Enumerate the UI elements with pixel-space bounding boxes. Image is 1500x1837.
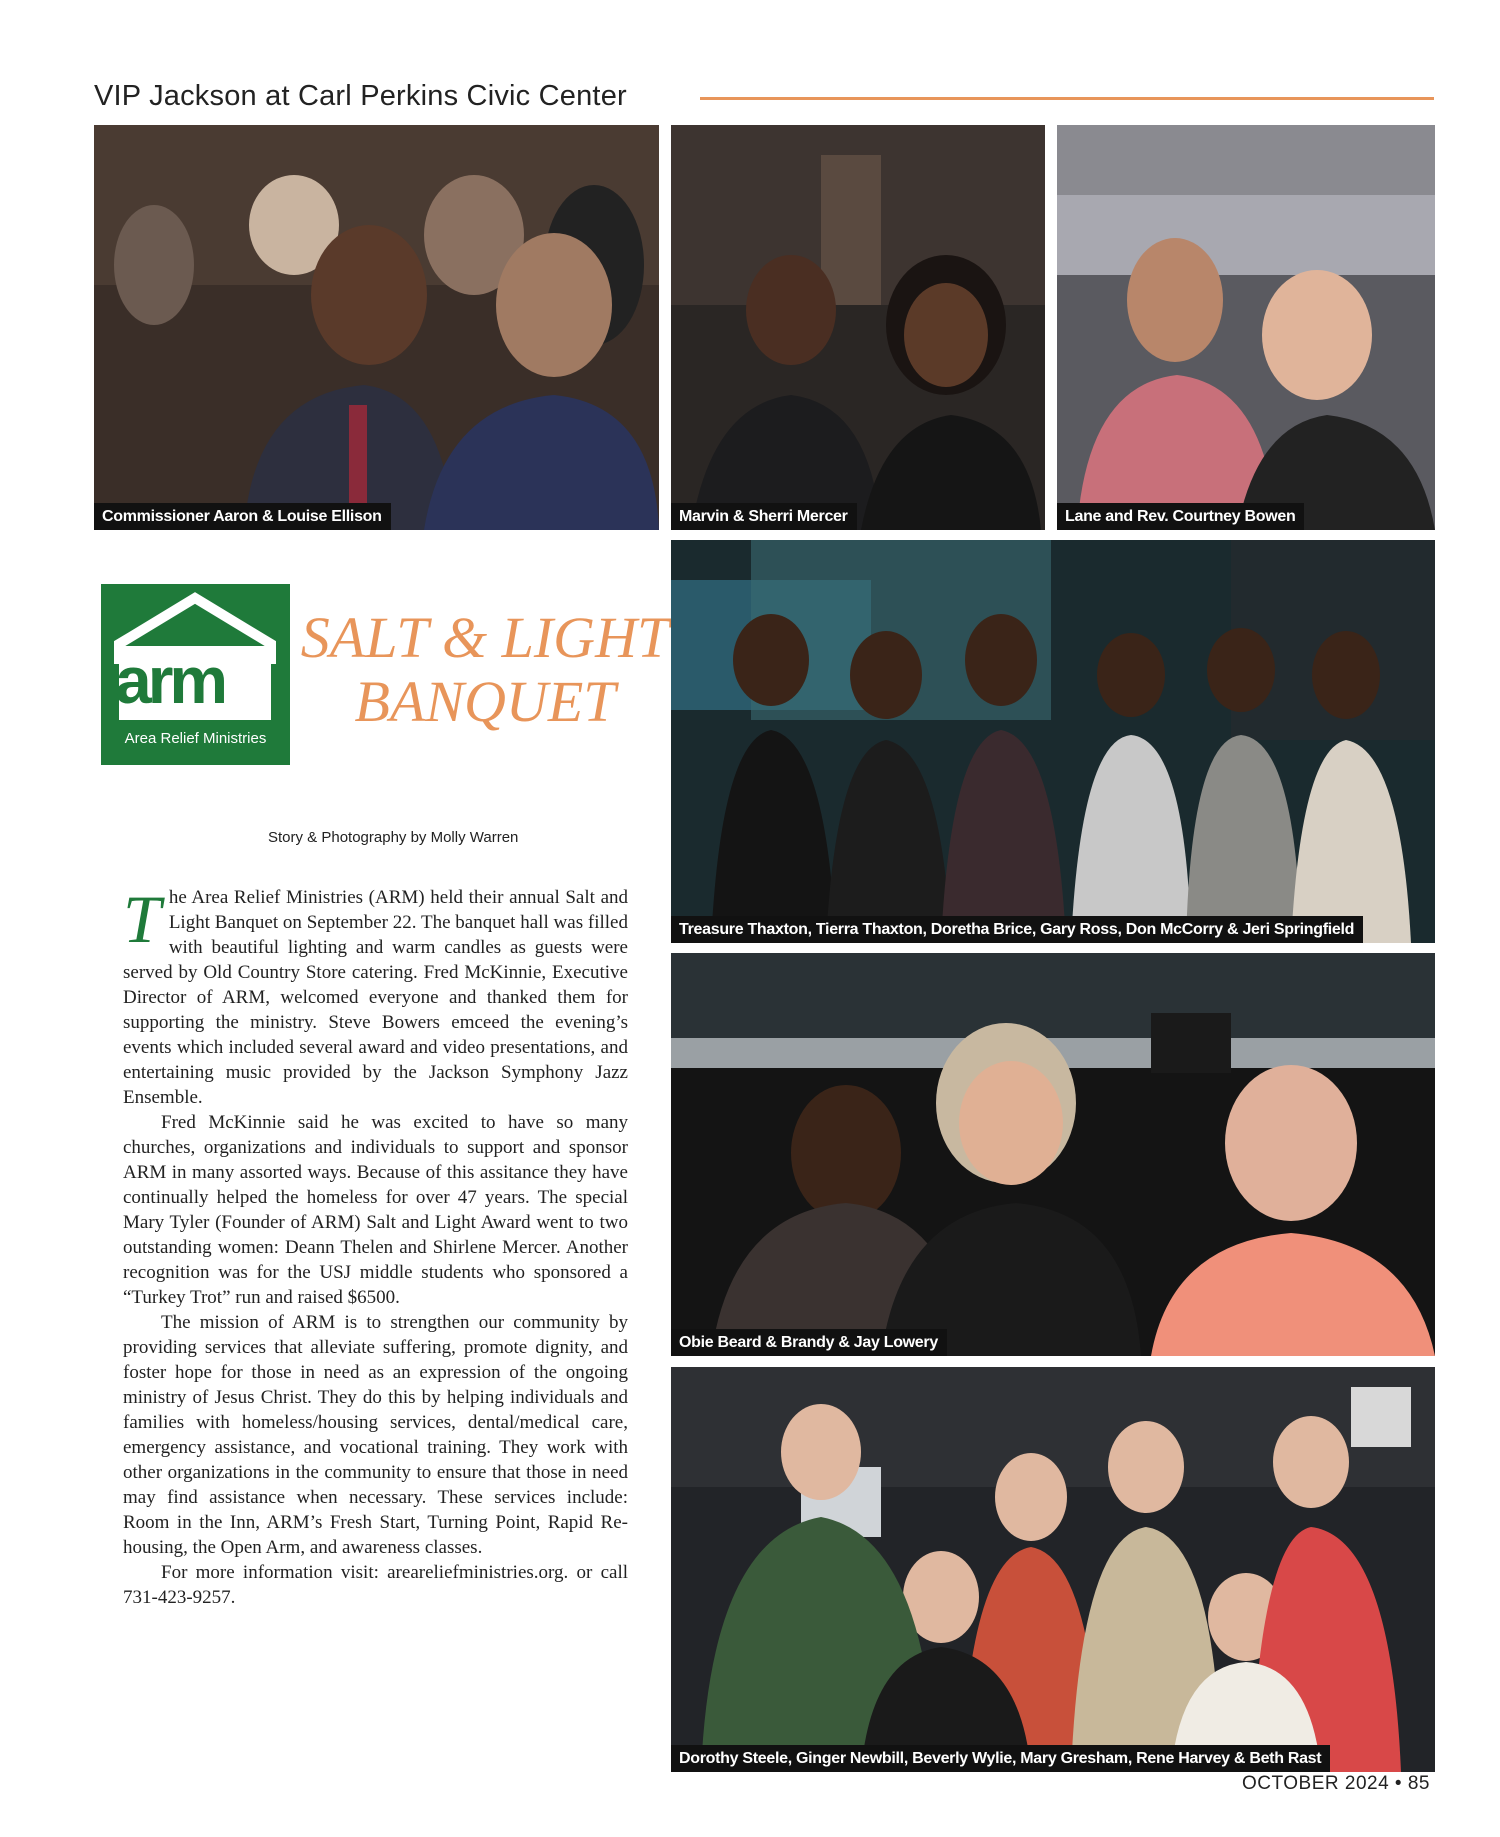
article-paragraph-4: For more information visit: areareliefministries.org. or call 731-423-9257. — [123, 1562, 628, 1608]
article-paragraph-2: Fred McKinnie said he was excited to have so many churches, organizations and individuals to support and sponsor ARM in many assorted ways. Because of this assitance they have continually helped the homeless for over 47 years. The special Mary Tyler (Founder of ARM) Salt and Light Award went to two outstanding women: Deann Thelen and Shirlene Mercer. Another recognition was for the USJ middle students who sponsored a “Turkey Trot” run and raised $6500. — [123, 1112, 628, 1308]
logo-subtitle: Area Relief Ministries — [124, 730, 267, 747]
header-rule — [700, 97, 1434, 100]
photo-caption: Lane and Rev. Courtney Bowen — [1057, 503, 1304, 530]
photo-caption: Commissioner Aaron & Louise Ellison — [94, 503, 391, 530]
photo-group-steele — [671, 1367, 1435, 1772]
photo-beard-lowery-image — [671, 953, 1435, 1356]
article-body — [123, 881, 628, 1610]
photo-caption: Marvin & Sherri Mercer — [671, 503, 857, 530]
photo-ellison — [94, 125, 659, 530]
photo-bowen-image — [1057, 125, 1435, 530]
drop-cap: T — [123, 881, 161, 957]
banquet-title — [300, 606, 670, 734]
page-header — [94, 76, 1434, 116]
byline: Story & Photography by Molly Warren — [268, 829, 519, 846]
photo-mercer-image — [671, 125, 1045, 530]
banquet-title-line1: SALT & LIGHT — [300, 605, 670, 670]
photo-group-thaxton-image — [671, 540, 1435, 943]
photo-caption: Dorothy Steele, Ginger Newbill, Beverly Wylie, Mary Gresham, Rene Harvey & Beth Rast — [671, 1745, 1330, 1772]
photo-mercer — [671, 125, 1045, 530]
section-title: VIP Jackson at Carl Perkins Civic Center — [94, 80, 627, 112]
arm-logo — [101, 584, 290, 765]
photo-beard-lowery — [671, 953, 1435, 1356]
photo-group-steele-image — [671, 1367, 1435, 1772]
photo-caption: Treasure Thaxton, Tierra Thaxton, Doretha Brice, Gary Ross, Don McCorry & Jeri Springfield — [671, 916, 1363, 943]
article-paragraph-1 — [123, 881, 628, 1110]
banquet-title-line2: BANQUET — [354, 669, 616, 734]
article-paragraph-1-text: he Area Relief Ministries (ARM) held their annual Salt and Light Banquet on September 22. The banquet hall was filled with beautiful lighting and warm candles as guests were served by Old Country Store catering. Fred McKinnie, Executive Director of ARM, welcomed everyone and thanked them for supporting the ministry. Steve Bowers emceed the evening’s events which included several award and video presentations, and entertaining music provided by the Jackson Symphony Jazz Ensemble. — [123, 887, 628, 1108]
article-paragraph-3: The mission of ARM is to strengthen our community by providing services that alleviate suffering, promote dignity, and foster hope for those in need as an expression of the ongoing ministry of Jesus Christ. They do this by helping individuals and families with homeless/housing services, dental/medical care, emergency assistance, and vocational training. They work with other organizations in the community to ensure that those in need may find assistance when necessary. These services include: Room in the Inn, ARM’s Fresh Start, Turning Point, Rapid Re-housing, the Open Arm, and awareness classes. — [123, 1312, 628, 1558]
page-footer: OCTOBER 2024 • 85 — [1242, 1773, 1430, 1794]
photo-caption: Obie Beard & Brandy & Jay Lowery — [671, 1329, 947, 1356]
photo-ellison-image — [94, 125, 659, 530]
logo-wordmark: arm — [115, 643, 225, 717]
photo-bowen — [1057, 125, 1435, 530]
photo-group-thaxton — [671, 540, 1435, 943]
